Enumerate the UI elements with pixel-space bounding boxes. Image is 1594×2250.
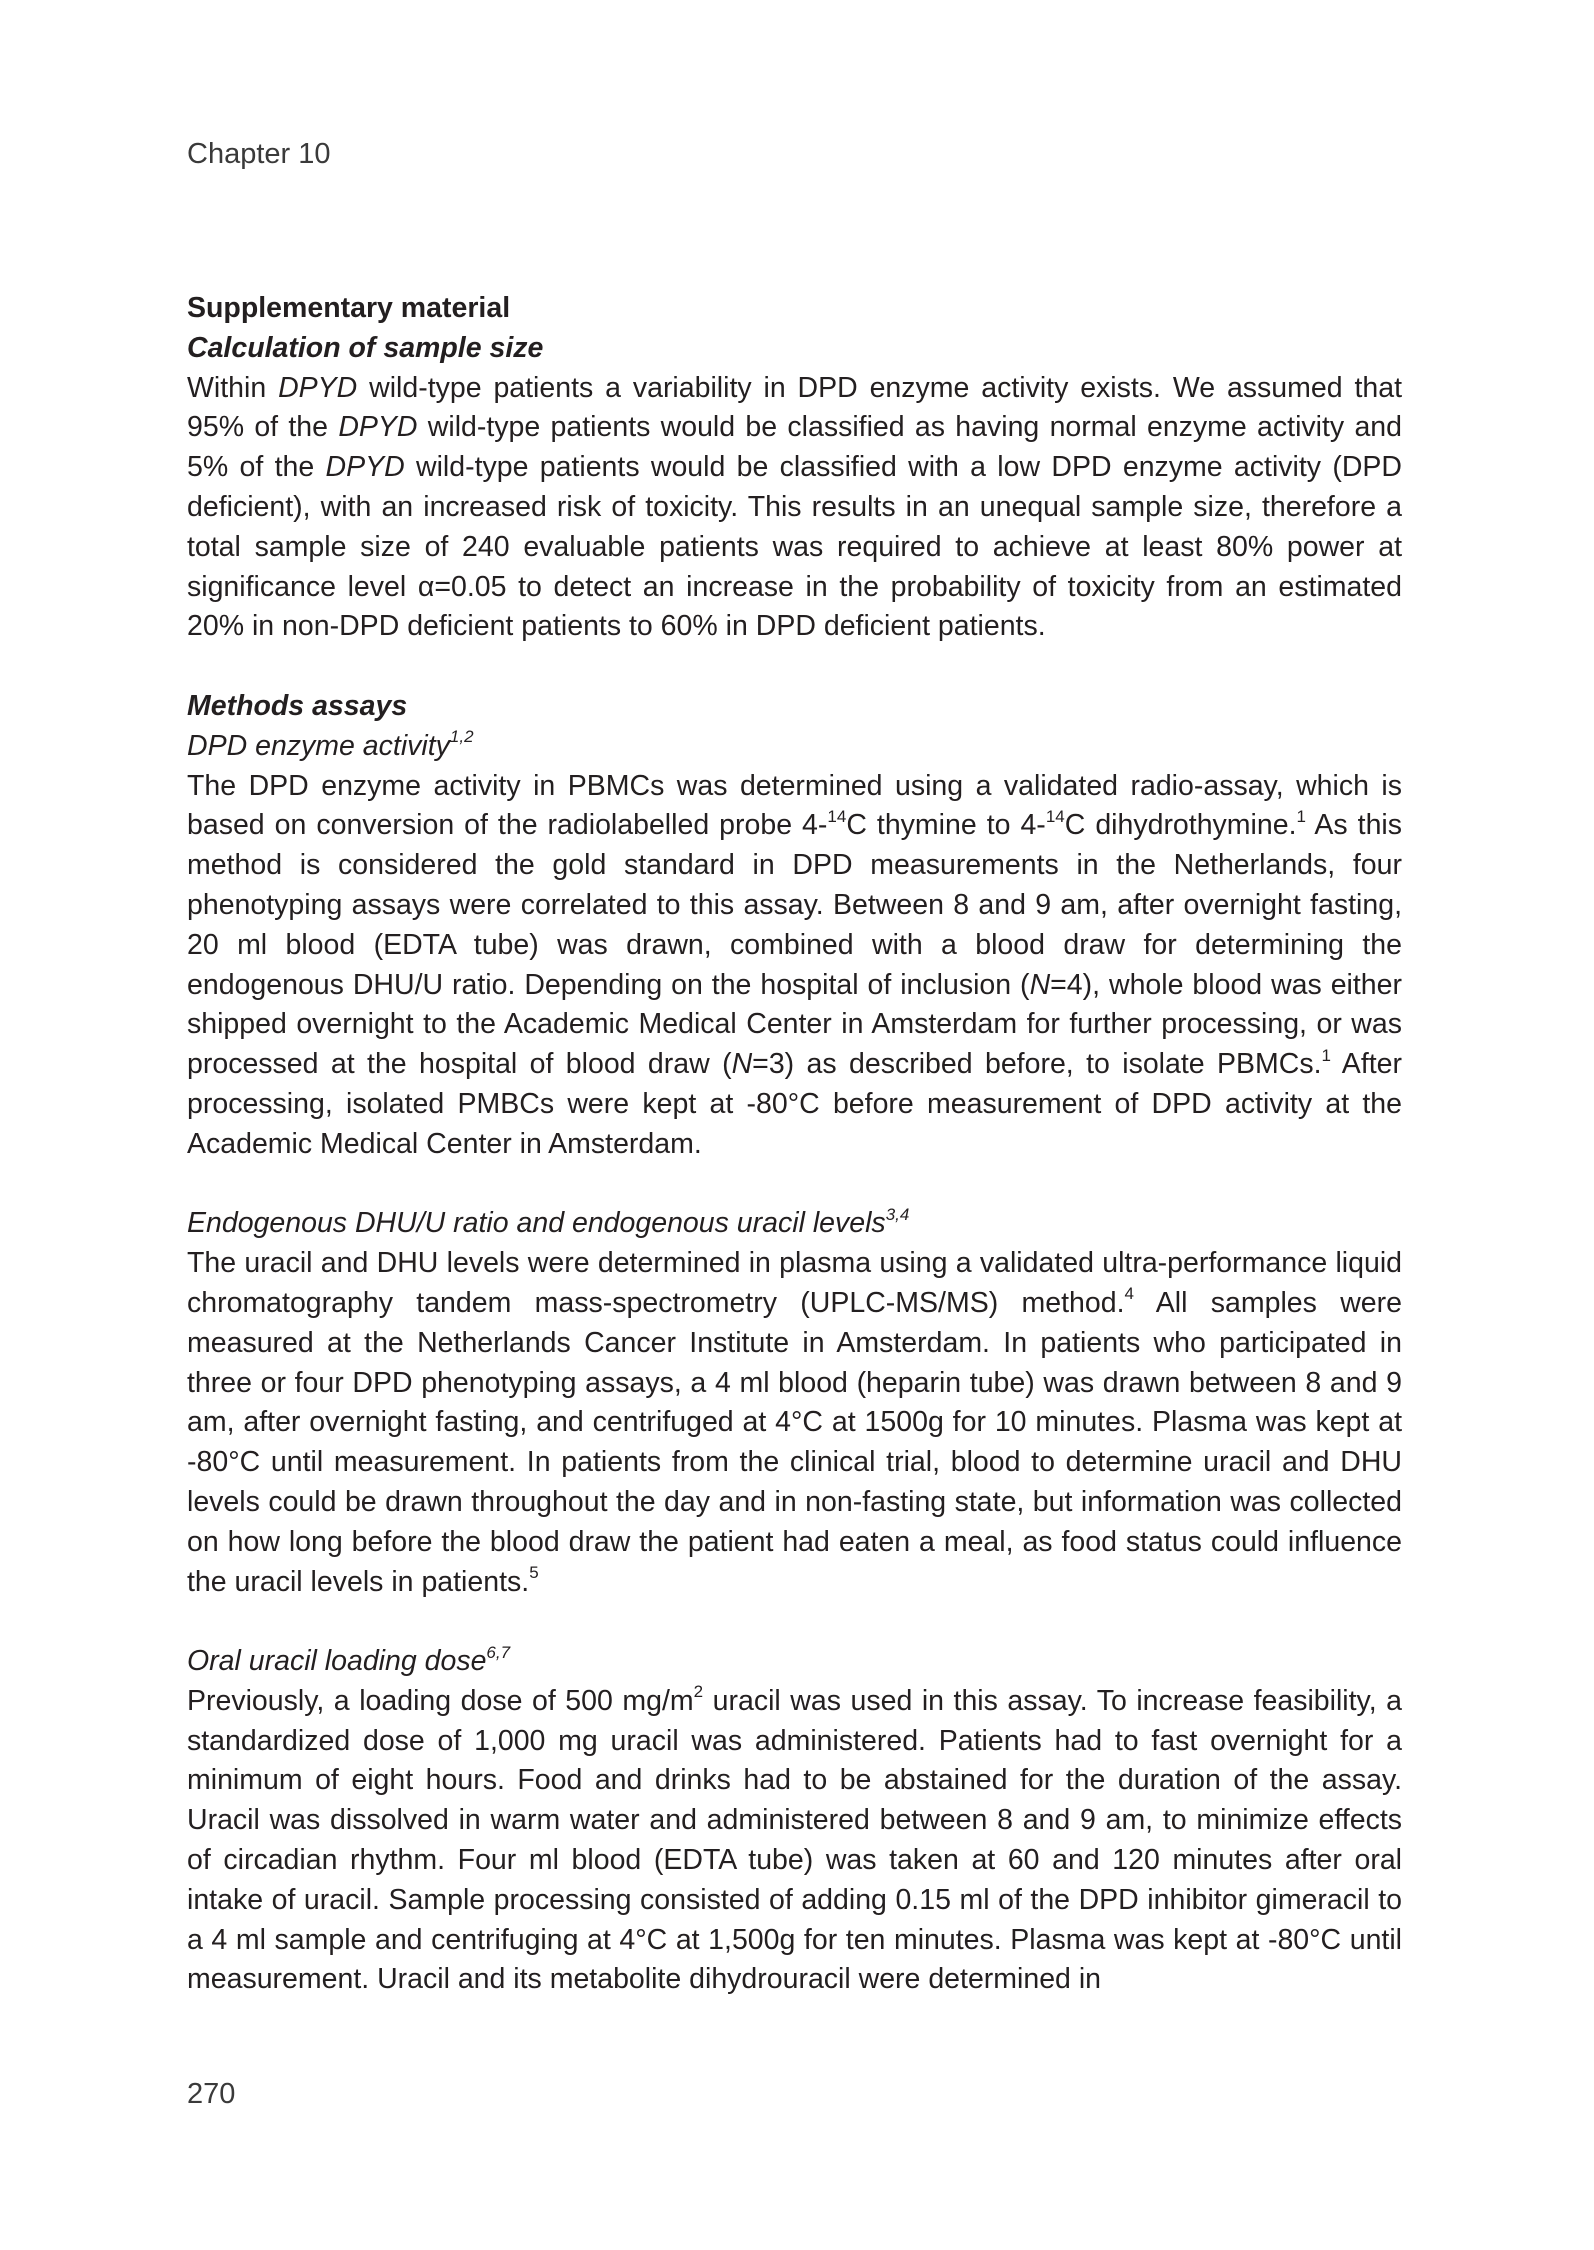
running-head: Chapter 10 (187, 138, 331, 170)
subheading-dpd-activity: DPD enzyme activity$^{1,2}$ (187, 727, 474, 762)
paragraph-dpd-activity: The DPD enzyme activity in PBMCs was determined using a validated radio-assay, which is based on conversion of the radiolabelled probe 4-$^{14}$C thymine to 4-$^{14}$C dihydrothymine.$^1$ As this method is considered the gold standard in DPD measurements in the Netherlands, four phenotyping assays were correlated to this assay. Between 8 and 9 am, after overnight fasting, 20 ml blood (EDTA tube) was drawn, combined with a blood draw for determining the endogenous DHU/U ratio. Depending on the hospital of inclusion (N=4), whole blood was either shipped overnight to the Academic Medical Center in Amsterdam for further processing, or was processed at the hospital of blood draw (N=3) as described before, to isolate PBMCs.$^1$ After processing, isolated PMBCs were kept at -80°C before measurement of DPD activity at the Academic Medical Center in Amsterdam. (187, 769, 1402, 1160)
section-heading-supplementary: Supplementary material (187, 292, 511, 324)
subheading-endogenous: Endogenous DHU/U ratio and endogenous uracil levels$^{3,4}$ (187, 1204, 910, 1240)
page-number: 270 (187, 2078, 236, 2110)
section-heading-methods: Methods assays (187, 689, 408, 722)
paragraph-oral-uracil: Previously, a loading dose of 500 $mg/m^2$ uracil was used in this assay. To increase feasibility, a standardized dose of 1,000 mg uracil was administered. Patients had to fast overnight for a minimum of eight hours. Food and drinks had to be abstained for the duration of the assay. Uracil was dissolved in warm water and administered between 8 and 9 am, to minimize effects of circadian rhythm. Four ml blood (EDTA tube) was taken at 60 and 120 minutes after oral intake of uracil. Sample processing consisted of adding 0.15 ml of the DPD inhibitor gimeracil to a 4 ml sample and centrifuging at 4°C at 1,500g for ten minutes. Plasma was kept at -80°C until measurement. Uracil and its metabolite dihydrouracil were determined in (187, 1682, 1402, 1996)
body-text (187, 289, 1402, 2000)
paragraph-sample-size: Within DPYD wild-type patients a variability in DPD enzyme activity exists. We assumed that 95% of the DPYD wild-type patients would be classified as having normal enzyme activity and 5% of the DPYD wild-type patients would be classified with a low DPD enzyme activity (DPD deficient), with an increased risk of toxicity. This results in an unequal sample size, therefore a total sample size of 240 evaluable patients was required to achieve at least 80% power at significance level α=0.05 to detect an increase in the probability of toxicity from an estimated 20% in non-DPD deficient patients to 60% in DPD deficient patients. (187, 371, 1402, 643)
subheading-oral-uracil: Oral uracil loading dose$^{6,7}$ (187, 1642, 511, 1678)
subheading-sample-size: Calculation of sample size (187, 331, 544, 364)
paragraph-endogenous: The uracil and DHU levels were determined in plasma using a validated ultra-performance liquid chromatography tandem mass-spectrometry (UPLC-MS/MS) method.$^4$ All samples were measured at the Netherlands Cancer Institute in Amsterdam. In patients who participated in three or four DPD phenotyping assays, a 4 ml blood (heparin tube) was drawn between 8 and 9 am, after overnight fasting, and centrifuged at 4°C at 1500g for 10 minutes. Plasma was kept at -80°C until measurement. In patients from the clinical trial, blood to determine uracil and DHU levels could be drawn throughout the day and in non-fasting state, but information was collected on how long before the blood draw the patient had eaten a meal, as food status could influence the uracil levels in patients.$^5$ (187, 1247, 1402, 1598)
